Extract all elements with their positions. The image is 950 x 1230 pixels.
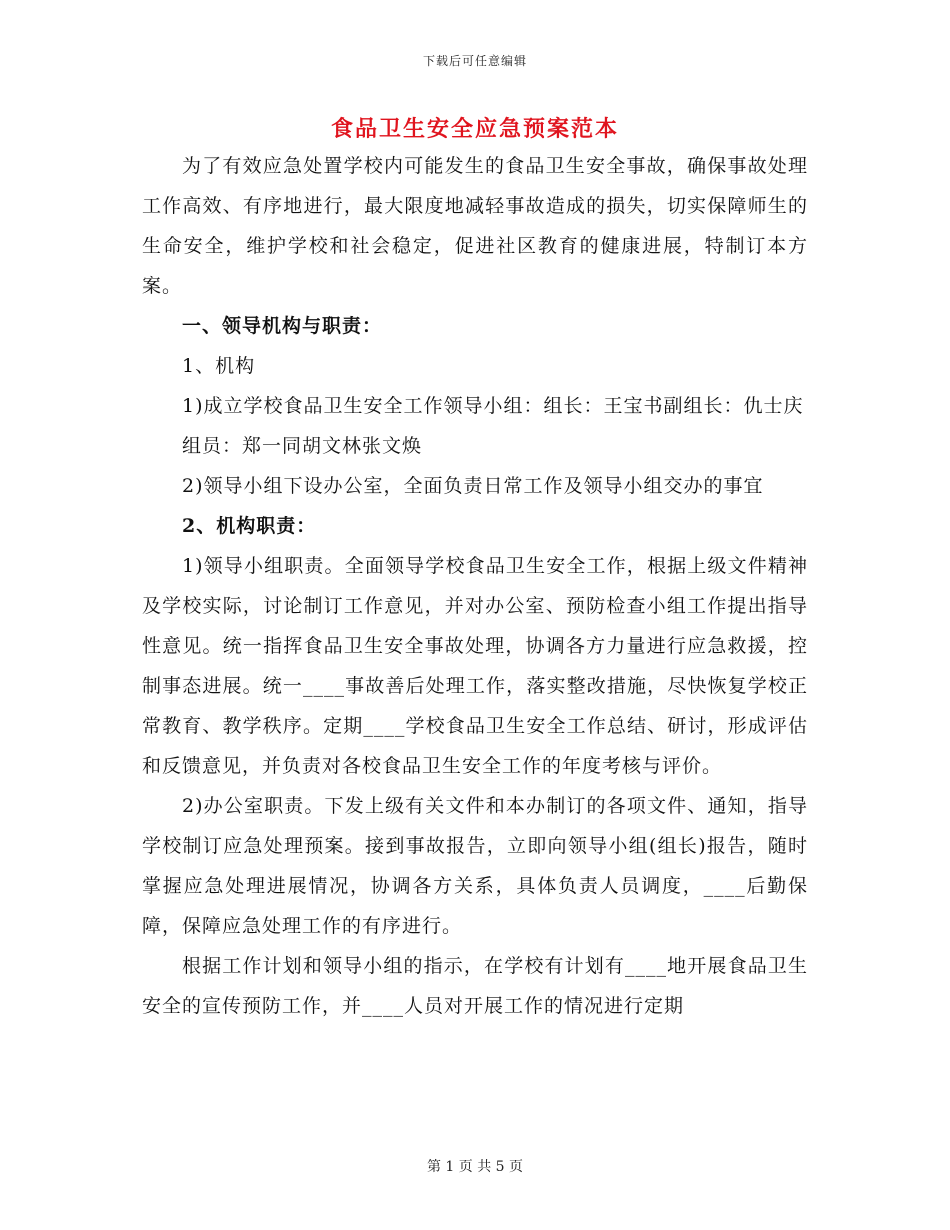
page-header-note: 下载后可任意编辑 [422, 54, 527, 68]
document-body [142, 146, 808, 1026]
page-indicator: 第 1 页 共 5 页 [426, 1159, 524, 1175]
subheading-duties: 2、机构职责： [182, 515, 317, 537]
document-title: 食品卫生安全应急预案范本 [330, 116, 619, 142]
paragraph-intro: 为了有效应急处置学校内可能发生的食品卫生安全事故，确保事故处理工作高效、有序地进行，最大限度地减轻事故造成的损失，切实保障师生的生命安全，维护学校和社会稳定，促进社区教育的健康进展，特制订本方案。 [142, 155, 808, 297]
paragraph-leader-group: 1)成立学校食品卫生安全工作领导小组：组长：王宝书副组长：仇士庆 [182, 395, 804, 417]
paragraph-group-duties: 1)领导小组职责。全面领导学校食品卫生安全工作，根据上级文件精神及学校实际，讨论制订工作意见，并对办公室、预防检查小组工作提出指导性意见。统一指挥食品卫生安全事故处理，协调各方力量进行应急救援，控制事态进展。统一____事故善后处理工作，落实整改措施，尽快恢复学校正常教育、教学秩序。定期____学校食品卫生安全工作总结、研讨，形成评估和反馈意见，并负责对各校食品卫生安全工作的年度考核与评价。 [142, 555, 808, 777]
paragraph-prevention-work: 根据工作计划和领导小组的指示，在学校有计划有____地开展食品卫生安全的宣传预防工作，并____人员对开展工作的情况进行定期 [142, 955, 808, 1017]
subheading-organization: 1、机构 [182, 355, 256, 377]
paragraph-members: 组员：郑一同胡文林张文焕 [182, 435, 423, 457]
paragraph-office-duties: 2)办公室职责。下发上级有关文件和本办制订的各项文件、通知，指导学校制订应急处理预案。接到事故报告，立即向领导小组(组长)报告，随时掌握应急处理进展情况，协调各方关系，具体负责人员调度，____后勤保障，保障应急处理工作的有序进行。 [142, 795, 808, 937]
section-heading-leadership: 一、领导机构与职责： [182, 315, 383, 337]
paragraph-office: 2)领导小组下设办公室，全面负责日常工作及领导小组交办的事宜 [182, 475, 764, 497]
